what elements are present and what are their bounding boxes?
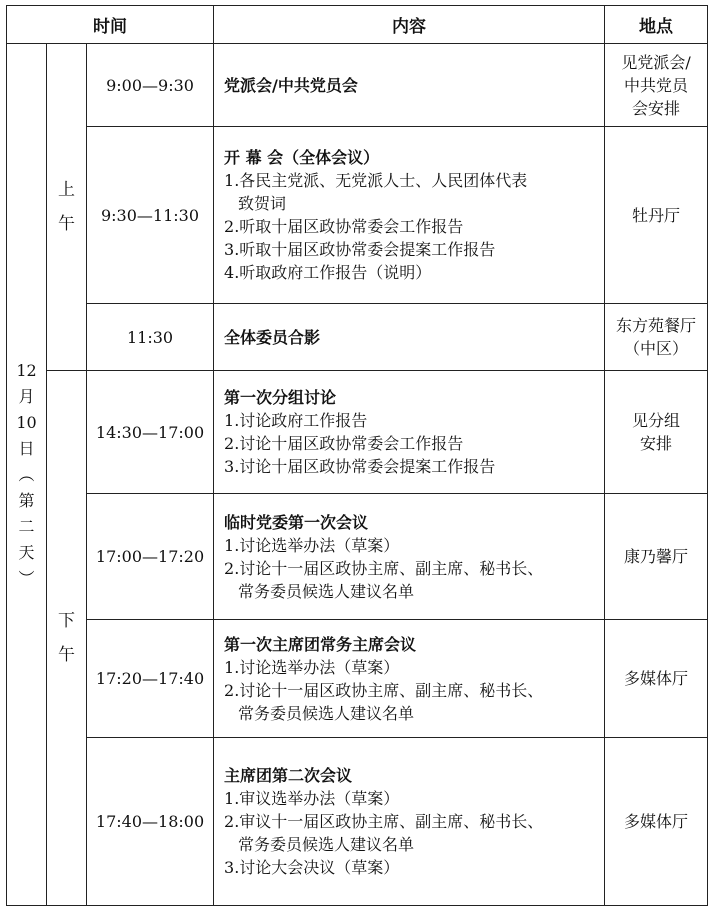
time-cell: 9:30—11:30	[87, 127, 214, 304]
pm-cell	[47, 371, 87, 906]
place-line: 康乃馨厅	[624, 547, 689, 566]
place-cell	[605, 494, 708, 620]
am-char: 午	[58, 214, 75, 234]
agenda-item: 1.讨论政府工作报告	[224, 411, 368, 430]
place-line: 见党派会/	[621, 52, 691, 72]
agenda-item: 1.讨论选举办法（草案）	[224, 657, 400, 677]
agenda-item: 致贺词	[238, 194, 287, 213]
agenda-item: 2.讨论十一届区政协主席、副主席、秘书长、	[224, 558, 544, 578]
content-cell	[214, 738, 605, 906]
table-row	[7, 494, 708, 620]
agenda-item: 3.讨论十届区政协常委会提案工作报告	[224, 457, 496, 476]
day-char: 12	[16, 360, 37, 380]
time-cell: 17:20—17:40	[87, 620, 214, 738]
am-char: 上	[58, 180, 75, 200]
place-line: （中区）	[624, 339, 689, 358]
place-cell	[605, 371, 708, 494]
day-char: 天	[18, 542, 35, 562]
session-title: 主席团第二次会议	[224, 766, 353, 785]
agenda-item: 2.听取十届区政协常委会工作报告	[224, 217, 464, 236]
content-cell	[214, 127, 605, 304]
table-row	[7, 304, 708, 371]
day-char: 二	[18, 516, 35, 536]
session-title: 党派会/中共党员会	[224, 75, 358, 95]
place-line: 见分组	[632, 411, 681, 430]
header-time: 时间	[7, 6, 214, 44]
place-line: 东方苑餐厅	[616, 316, 697, 335]
session-title: 第一次主席团常务主席会议	[224, 634, 417, 654]
table-row	[7, 44, 708, 127]
day-char: 第	[18, 490, 35, 510]
agenda-item: 1.讨论选举办法（草案）	[224, 535, 400, 555]
table-row	[7, 620, 708, 738]
table-row	[7, 371, 708, 494]
time-cell: 11:30	[87, 304, 214, 371]
day-char: 10	[16, 412, 37, 432]
time-cell: 9:00—9:30	[87, 44, 214, 127]
day-cell	[7, 44, 47, 906]
agenda-item: 常务委员候选人建议名单	[238, 835, 415, 854]
session-title: 临时党委第一次会议	[224, 512, 369, 532]
content-cell	[214, 494, 605, 620]
agenda-item: 3.听取十届区政协常委会提案工作报告	[224, 240, 496, 259]
header-place: 地点	[605, 6, 708, 44]
agenda-item: 3.讨论大会决议（草案）	[224, 858, 400, 877]
table-row	[7, 127, 708, 304]
pm-char: 下	[58, 611, 75, 631]
content-cell	[214, 371, 605, 494]
content-cell	[214, 44, 605, 127]
agenda-item: 2.审议十一届区政协主席、副主席、秘书长、	[224, 812, 544, 831]
day-char: 日	[18, 438, 35, 458]
place-line: 牡丹厅	[632, 205, 681, 225]
am-cell	[47, 44, 87, 371]
place-cell	[605, 620, 708, 738]
agenda-item: 常务委员候选人建议名单	[238, 703, 415, 723]
schedule-table	[6, 5, 708, 906]
place-line: 多媒体厅	[624, 812, 689, 831]
place-cell	[605, 304, 708, 371]
time-cell: 14:30—17:00	[87, 371, 214, 494]
content-cell	[214, 304, 605, 371]
day-char: ︶	[18, 568, 35, 588]
place-line: 中共党员	[624, 75, 689, 95]
agenda-item: 常务委员候选人建议名单	[238, 581, 415, 601]
agenda-item: 4.听取政府工作报告（说明）	[224, 263, 432, 282]
day-char: 月	[18, 386, 35, 406]
agenda-item: 2.讨论十一届区政协主席、副主席、秘书长、	[224, 680, 544, 700]
agenda-item: 1.审议选举办法（草案）	[224, 789, 400, 808]
table-row	[7, 738, 708, 906]
header-row	[7, 6, 708, 44]
session-title: 第一次分组讨论	[224, 388, 337, 407]
pm-char: 午	[58, 645, 75, 665]
place-cell	[605, 738, 708, 906]
header-content: 内容	[214, 6, 605, 44]
session-title: 开 幕 会（全体会议）	[224, 148, 380, 167]
agenda-item: 1.各民主党派、无党派人士、人民团体代表	[224, 171, 528, 190]
place-line: 多媒体厅	[624, 669, 689, 688]
place-cell	[605, 127, 708, 304]
time-cell: 17:00—17:20	[87, 494, 214, 620]
time-cell: 17:40—18:00	[87, 738, 214, 906]
day-char: ︵	[18, 464, 35, 484]
agenda-item: 2.讨论十届区政协常委会工作报告	[224, 434, 464, 453]
session-title: 全体委员合影	[224, 327, 321, 347]
place-line: 会安排	[632, 98, 681, 118]
place-cell	[605, 44, 708, 127]
content-cell	[214, 620, 605, 738]
place-line: 安排	[640, 434, 673, 453]
